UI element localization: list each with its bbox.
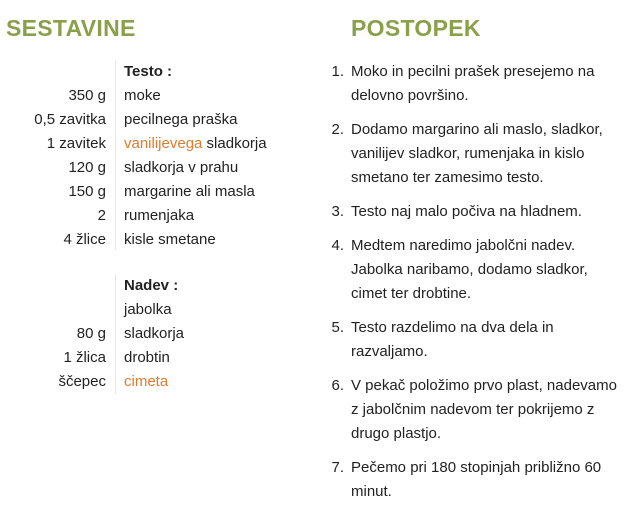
step-number: 1. bbox=[331, 63, 344, 80]
ingredient-name: sladkorja v prahu bbox=[124, 159, 239, 176]
ingredient-row bbox=[0, 228, 300, 252]
step-number: 6. bbox=[331, 377, 344, 394]
ingredient-quantity: 80 g bbox=[76, 325, 106, 342]
ingredient-link[interactable]: cimeta bbox=[124, 373, 169, 390]
ingredient-quantity: 350 g bbox=[68, 87, 106, 104]
step-text: Testo razdelimo na dva dela in razvaljamo. bbox=[351, 319, 554, 360]
step-number: 7. bbox=[331, 459, 344, 476]
ingredients-heading: SESTAVINE bbox=[6, 15, 136, 41]
step-number: 2. bbox=[331, 121, 344, 138]
step-text: Moko in pecilni prašek presejemo na delovno površino. bbox=[351, 63, 595, 104]
ingredient-quantity: 0,5 zavitka bbox=[34, 111, 106, 128]
group-title: Nadev : bbox=[124, 277, 179, 294]
ingredient-row bbox=[0, 132, 300, 156]
ingredient-link[interactable]: vanilijevega bbox=[124, 135, 203, 152]
ingredient-row bbox=[0, 298, 300, 322]
step-text: V pekač položimo prvo plast, nadevamo z jabolčnim nadevom ter pokrijemo z drugo plastjo. bbox=[351, 377, 617, 442]
ingredient-name: rumenjaka bbox=[124, 207, 195, 224]
ingredient-name: moke bbox=[124, 87, 161, 104]
ingredient-name: margarine ali masla bbox=[124, 183, 255, 200]
procedure-heading: POSTOPEK bbox=[351, 15, 481, 41]
ingredient-quantity: 150 g bbox=[68, 183, 106, 200]
ingredient-name-rest: sladkorja bbox=[202, 135, 267, 152]
ingredient-quantity: 4 žlice bbox=[63, 231, 106, 248]
step-text: Medtem naredimo jabolčni nadev. Jabolka naribamo, dodamo sladkor, cimet ter drobtine. bbox=[351, 237, 588, 302]
ingredient-name: pecilnega praška bbox=[124, 111, 238, 128]
ingredient-name: kisle smetane bbox=[124, 231, 216, 248]
ingredient-row bbox=[0, 204, 300, 228]
ingredient-quantity: ščepec bbox=[58, 373, 106, 390]
ingredient-row bbox=[0, 346, 300, 370]
group-title-row bbox=[0, 60, 300, 84]
ingredient-row bbox=[0, 108, 300, 132]
ingredient-row bbox=[0, 322, 300, 346]
step-number: 5. bbox=[331, 319, 344, 336]
ingredient-row bbox=[0, 156, 300, 180]
ingredient-row bbox=[0, 180, 300, 204]
group-title: Testo : bbox=[124, 63, 173, 80]
ingredient-name: jabolka bbox=[124, 301, 172, 318]
ingredient-row bbox=[0, 370, 300, 394]
ingredient-name: drobtin bbox=[124, 349, 170, 366]
ingredient-name bbox=[124, 132, 267, 156]
step-number: 4. bbox=[331, 237, 344, 254]
group-title-row bbox=[0, 274, 300, 298]
step-number: 3. bbox=[331, 203, 344, 220]
ingredient-quantity: 1 zavitek bbox=[46, 135, 106, 152]
ingredient-row bbox=[0, 84, 300, 108]
ingredient-quantity: 1 žlica bbox=[63, 349, 106, 366]
ingredient-quantity: 120 g bbox=[68, 159, 106, 176]
ingredient-quantity: 2 bbox=[97, 207, 106, 224]
ingredient-name: sladkorja bbox=[124, 325, 185, 342]
step-text: Dodamo margarino ali maslo, sladkor, vanilijev sladkor, rumenjaka in kislo smetano ter zamesimo testo. bbox=[351, 121, 603, 186]
step-text: Pečemo pri 180 stopinjah približno 60 minut. bbox=[351, 459, 602, 500]
step-text: Testo naj malo počiva na hladnem. bbox=[351, 203, 582, 220]
